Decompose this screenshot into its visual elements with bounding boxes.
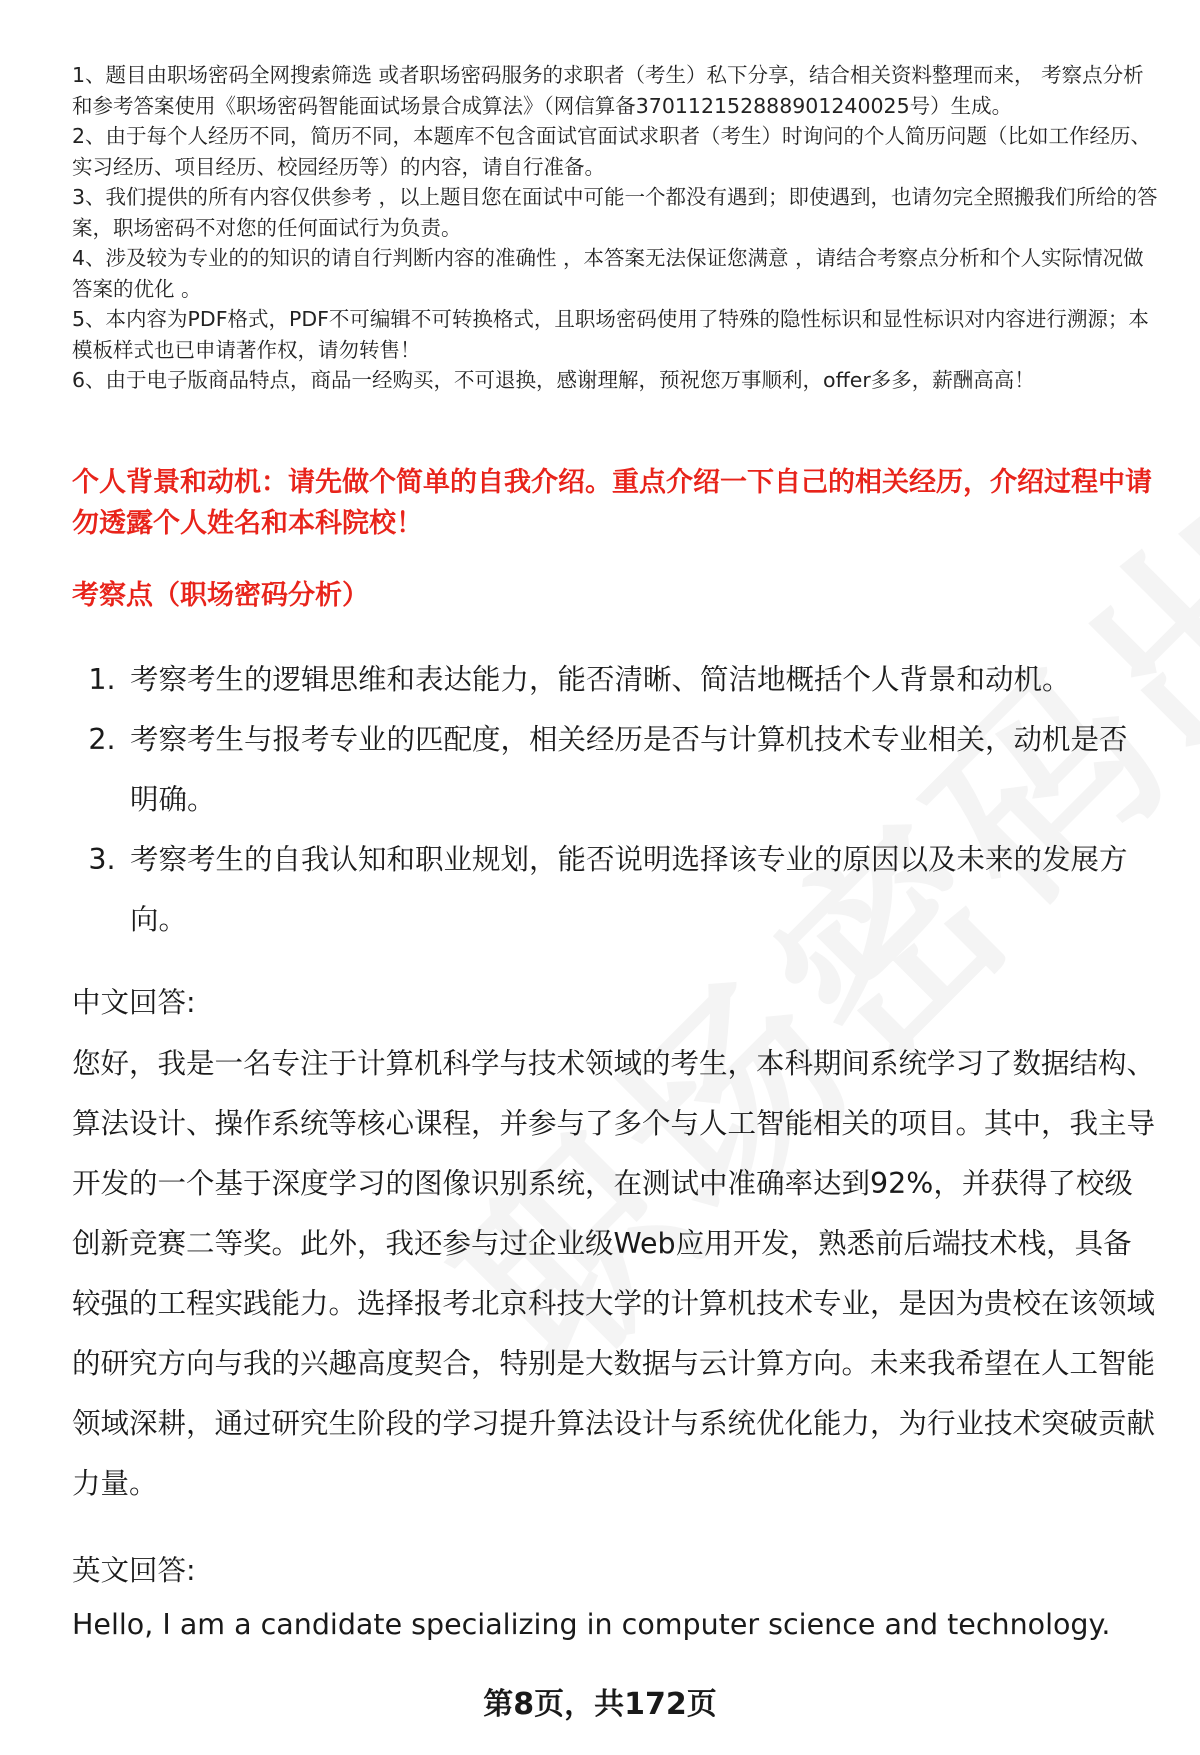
list-item-number: 1. (88, 663, 116, 696)
list-item-text: 考察考生与报考专业的匹配度，相关经历是否与计算机技术专业相关，动机是否明确。 (130, 723, 1128, 816)
english-answer-label: 英文回答: (72, 1554, 196, 1587)
notice-item: 2、由于每个人经历不同，简历不同，本题库不包含面试官面试求职者（考生）时询问的个人简历问题（比如工作经历、实习经历、项目经历、校园经历等）的内容，请自行准备。 (72, 124, 1152, 179)
chinese-answer-label: 中文回答: (72, 986, 196, 1019)
list-item-number: 3. (88, 843, 116, 876)
chinese-answer-text: 您好，我是一名专注于计算机科学与技术领域的考生，本科期间系统学习了数据结构、算法设计、操作系统等核心课程，并参与了多个与人工智能相关的项目。其中，我主导开发的一个基于深度学习的图像识别系统，在测试中准确率达到92%，并获得了校级创新竞赛二等奖。此外，我还参与过企业级Web应用开发，熟悉前后端技术栈，具备较强的工程实践能力。选择报考北京科技大学的计算机技术专业，是因为贵校在该领域的研究方向与我的兴趣高度契合，特别是大数据与云计算方向。未来我希望在人工智能领域深耕，通过研究生阶段的学习提升算法设计与系统优化能力，为行业技术突破贡献力量。 (72, 1047, 1156, 1500)
analysis-points-list (72, 650, 1152, 950)
list-item (72, 650, 1152, 710)
list-item (72, 710, 1152, 830)
list-item-text: 考察考生的逻辑思维和表达能力，能否清晰、简洁地概括个人背景和动机。 (130, 663, 1071, 696)
notice-block (72, 60, 1162, 396)
english-answer-text: Hello, I am a candidate specializing in computer science and technology. (72, 1608, 1111, 1641)
notice-item: 1、题目由职场密码全网搜索筛选 或者职场密码服务的求职者（考生）私下分享，结合相关资料整理而来， 考察点分析和参考答案使用《职场密码智能面试场景合成算法》（网信算备370112152888901240025号）生成。 (72, 63, 1144, 118)
notice-item: 6、由于电子版商品特点，商品一经购买，不可退换，感谢理解，预祝您万事顺利，offer多多，薪酬高高！ (72, 368, 1035, 392)
list-item (72, 830, 1152, 950)
analysis-heading: 考察点（职场密码分析） (72, 580, 369, 611)
notice-item: 4、涉及较为专业的的知识的请自行判断内容的准确性 ，本答案无法保证您满意 ，请结合考察点分析和个人实际情况做答案的优化 。 (72, 246, 1144, 301)
question-heading: 个人背景和动机：请先做个简单的自我介绍。重点介绍一下自己的相关经历，介绍过程中请勿透露个人姓名和本科院校！ (72, 467, 1152, 539)
list-item-number: 2. (88, 723, 116, 756)
notice-item: 3、我们提供的所有内容仅供参考 ，以上题目您在面试中可能一个都没有遇到；即使遇到，也请勿完全照搬我们所给的答案，职场密码不对您的任何面试行为负责。 (72, 185, 1158, 240)
notice-item: 5、本内容为PDF格式，PDF不可编辑不可转换格式，且职场密码使用了特殊的隐性标识和显性标识对内容进行溯源；本模板样式也已申请著作权，请勿转售！ (72, 307, 1149, 362)
list-item-text: 考察考生的自我认知和职业规划，能否说明选择该专业的原因以及未来的发展方向。 (130, 843, 1128, 936)
page-number: 第8页，共172页 (483, 1687, 717, 1722)
